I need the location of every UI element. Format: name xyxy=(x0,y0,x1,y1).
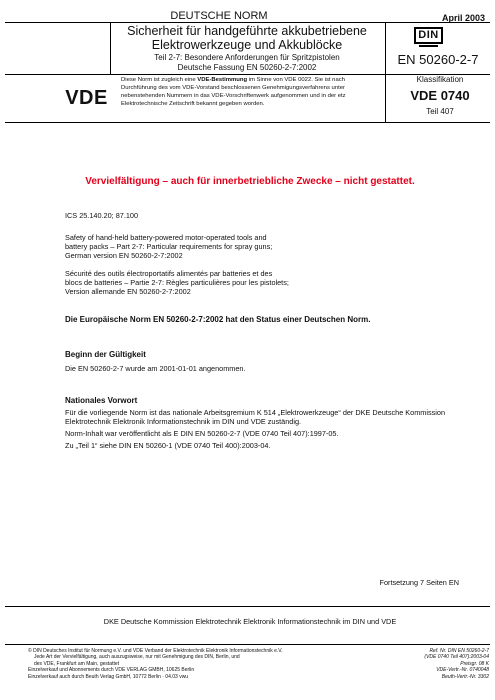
copy-prohibition-warning: Vervielfältigung – auch für innerbetriebliche Zwecke – nicht gestattet. xyxy=(85,176,415,187)
continuation-note: Fortsetzung 7 Seiten EN xyxy=(379,578,459,587)
status-statement: Die Europäische Norm EN 50260-2-7:2002 hat den Status einer Deutschen Norm. xyxy=(65,315,371,324)
vorwort-paragraph-3: Zu „Teil 1“ siehe DIN EN 50260-1 (VDE 0740 Teil 400):2003-04. xyxy=(65,441,271,450)
copyright-footer: © DIN Deutsches Institut für Normung e.V. und VDE Verband der Elektrotechnik Elektronik Informationstechnik e.V. Jede Art der Vervielfältigung, auch auszugsweise, nur mit Genehmigung des DIN, Berlin, und des VDE, Frankfurt am Main, gestattet Einzelverkauf und Abonnements durch VDE VERLAG GMBH, 10625 Berlin Einzelverkauf auch durch Beuth Verlag GmbH, 10772 Berlin · 04.03 vwu xyxy=(28,648,283,680)
header-divider-right xyxy=(385,22,386,122)
document-number: EN 50260-2-7 xyxy=(397,52,479,67)
vde-bestimmung-term: VDE-Bestimmung xyxy=(197,77,248,83)
dke-committee-line: DKE Deutsche Kommission Elektrotechnik Elektronik Informationstechnik im DIN und VDE xyxy=(103,617,397,626)
header-bottom-rule xyxy=(5,122,490,123)
document-title xyxy=(110,24,384,52)
beginn-heading: Beginn der Gültigkeit xyxy=(65,350,146,359)
title-line-2: Elektrowerkzeuge und Akkublöcke xyxy=(151,38,343,52)
document-subtitle xyxy=(110,53,384,72)
vorwort-paragraph-1: Für die vorliegende Norm ist das nationale Arbeitsgremium K 514 „Elektrowerkzeuge“ der DKE Deutsche Kommission Elektrotechnik Elektronik Informationstechnik im DIN und VDE zuständig. xyxy=(65,408,446,427)
header-top-rule xyxy=(5,22,490,23)
vde-classification-number: VDE 0740 xyxy=(410,88,470,103)
beginn-text: Die EN 50260-2-7 wurde am 2001-01-01 angenommen. xyxy=(65,364,246,373)
english-title-block: Safety of hand-held battery-powered motor-operated tools and battery packs – Part 2-7: Particular requirements for spray guns; German version EN 50260-2-7:2002 xyxy=(65,233,273,261)
vde-bestimmung-note: Diese Norm ist zugleich eine VDE-Bestimmung im Sinne von VDE 0022. Sie ist nach Durchführung des vom VDE-Vorstand beschlossenen Genehmigungsverfahrens unter nebenstehenden Nummern in das VDE-Vorschriftenwerk aufgenommen und in der etz Elektrotechnische Zeitschrift bekannt gegeben worden. xyxy=(121,77,346,107)
reference-footer: Ref. Nr. DIN EN 50260-2-7 (VDE 0740 Teil 407):2003-04 Preisgr. 08 K VDE-Vertr.-Nr. 0740048 Beuth-Vertr.-Nr. 3302 xyxy=(424,648,489,680)
din-logo: DIN xyxy=(414,27,443,44)
publication-date: April 2003 xyxy=(441,13,485,23)
subtitle-line-1: Teil 2-7: Besondere Anforderungen für Spritzpistolen xyxy=(154,53,340,62)
klassifikation-label: Klassifikation xyxy=(416,75,464,84)
vde-part-number: Teil 407 xyxy=(426,107,454,116)
vorwort-paragraph-2: Norm-Inhalt war veröffentlicht als E DIN EN 50260-2-7 (VDE 0740 Teil 407):1997-05. xyxy=(65,429,339,438)
vde-logo: VDE xyxy=(65,86,108,109)
ics-code: ICS 25.140.20; 87.100 xyxy=(65,211,139,220)
title-line-1: Sicherheit für handgeführte akkubetriebene xyxy=(127,24,367,38)
subtitle-line-2: Deutsche Fassung EN 50260-2-7:2002 xyxy=(177,62,317,72)
french-title-block: Sécurité des outils électroportatifs alimentés par batteries et des blocs de batteries – Partie 2-7: Règles particulières pour les pistolets; Version allemande EN 50260-2-7:2002 xyxy=(65,269,289,297)
header-divider-left xyxy=(110,22,111,74)
vorwort-heading: Nationales Vorwort xyxy=(65,396,138,405)
footer-top-rule xyxy=(5,606,490,607)
footer-middle-rule xyxy=(5,644,490,645)
standard-type-label: DEUTSCHE NORM xyxy=(170,10,268,22)
